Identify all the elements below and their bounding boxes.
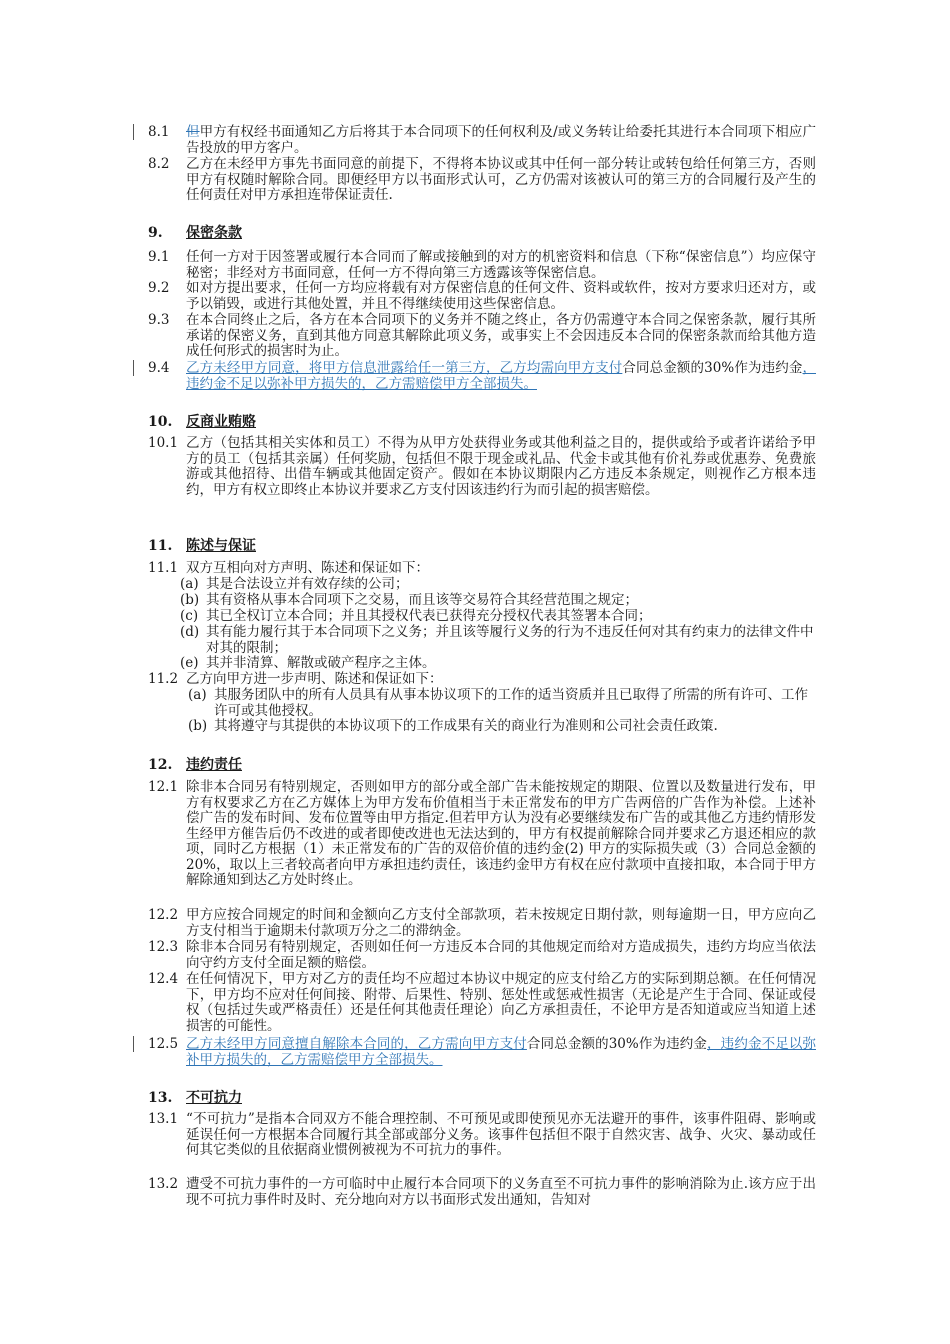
section-title: 反商业贿赂 <box>186 414 256 430</box>
clause-text: 合同总金额的30%作为违约金 <box>622 360 803 376</box>
clause-number: 9.4 <box>148 360 170 376</box>
clause-number: 11.2 <box>148 671 179 687</box>
item-text: 其是合法设立并有效存续的公司； <box>206 576 409 592</box>
clause-number: 12.3 <box>148 939 179 955</box>
clause-text: 除非本合同另有特别规定，否则如甲方的部分或全部广告未能按规定的期限、位置以及数量进行发布，甲方有权要求乙方在乙方媒体上为甲方发布价值相当于未正常发布的甲方广告两倍的广告作为补偿。上述补偿广告的发布时间、发布位置等由甲方指定.但若甲方认为没有必要继续发布广告的或其他乙方违约情形发生经甲方催告后仍不改进的或者即使改进也无法达到的，甲方有权提前解除合同并要求乙方退还相应的款项，同时乙方根据（1）未正常发布的广告的双倍价值的违约金(2) 甲方的实际损失或（3）合同总金额的20%，取以上三者较高者向甲方承担违约责任，该违约金甲方有权在应付款项中直接扣取，本合同于甲方解除通知到达乙方处时终止。 <box>186 779 816 888</box>
section-title: 陈述与保证 <box>186 538 256 554</box>
section-number: 12. <box>148 757 173 773</box>
clause-9-4 <box>148 361 816 392</box>
clause-8-2 <box>148 157 816 204</box>
item-text: 其已全权订立本合同；并且其授权代表已获得充分授权代表其签署本合同； <box>206 608 652 624</box>
section-number: 10. <box>148 414 173 430</box>
clause-text: 在任何情况下，甲方对乙方的责任均不应超过本协议中规定的应支付给乙方的实际到期总额。在任何情况下，甲方均不应对任何间接、附带、后果性、特别、惩处性或惩戒性损害（无论是产生于合同、保证或侵权（包括过失或严格责任）还是任何其他责任理论）向乙方承担责任，不论甲方是否知道或应当知道上述损害的可能性。 <box>186 971 816 1034</box>
clause-number: 9.3 <box>148 312 170 328</box>
clause-number: 8.2 <box>148 156 170 172</box>
clause-9-3 <box>148 313 816 360</box>
section-title: 不可抗力 <box>186 1090 242 1106</box>
clause-8-1 <box>148 125 816 156</box>
clause-text: 如对方提出要求，任何一方均应将载有对方保密信息的任何文件、资料或软件，按对方要求归还对方，或予以销毁，或进行其他处置，并且不得继续使用这些保密信息。 <box>186 280 816 312</box>
clause-number: 11.1 <box>148 560 179 576</box>
clause-text: 合同总金额的30%作为违约金 <box>526 1036 708 1052</box>
item-text: 其有能力履行其于本合同项下之义务；并且该等履行义务的行为不违反任何对其有约束力的法律文件中对其的限制； <box>206 624 814 656</box>
clause-12-1 <box>148 780 816 889</box>
section-title: 保密条款 <box>186 225 242 241</box>
inserted-text: 乙方未经甲方同意擅自解除本合同的，乙方需向甲方支付 <box>186 1036 527 1052</box>
clause-number: 13.1 <box>148 1111 179 1127</box>
clause-number: 12.2 <box>148 907 179 923</box>
clause-13-2 <box>148 1177 816 1208</box>
list-item <box>180 656 816 672</box>
clause-text: 在本合同终止之后，各方在本合同项下的义务并不随之终止，各方仍需遵守本合同之保密条款，履行其所承诺的保密义务，直到其他方同意其解除此项义务，或事实上不会因违反本合同的保密条款而给其他方造成任何形式的损害时为止。 <box>186 312 816 359</box>
clause-text: 除非本合同另有特别规定，否则如任何一方违反本合同的其他规定而给对方造成损失，违约方均应当依法向守约方支付全面足额的赔偿。 <box>186 939 816 971</box>
clause-11-2 <box>148 672 816 688</box>
clause-text: 乙方向甲方进一步声明、陈述和保证如下： <box>186 671 443 687</box>
clause-10-1 <box>148 436 816 498</box>
clause-12-5 <box>148 1037 816 1068</box>
clause-number: 9.1 <box>148 249 170 265</box>
item-label: (b) <box>188 718 208 734</box>
clause-12-3 <box>148 940 816 971</box>
clause-number: 12.1 <box>148 779 179 795</box>
clause-number: 13.2 <box>148 1176 179 1192</box>
section-heading-10 <box>148 411 256 431</box>
clause-9-1 <box>148 250 816 281</box>
clause-text: 任何一方对于因签署或履行本合同而了解或接触到的对方的机密资料和信息（下称“保密信息”）均应保守秘密；非经对方书面同意，任何一方不得向第三方透露该等保密信息。 <box>186 249 816 281</box>
clause-text: 乙方在未经甲方事先书面同意的前提下，不得将本协议或其中任何一部分转让或转包给任何第三方，否则甲方有权随时解除合同。即便经甲方以书面形式认可，乙方仍需对该被认可的第三方的合同履行及产生的任何责任对甲方承担连带保证责任. <box>186 156 816 203</box>
clause-number: 12.5 <box>148 1036 179 1052</box>
item-text: 其并非清算、解散或破产程序之主体。 <box>206 655 436 671</box>
clause-text: 甲方应按合同规定的时间和金额向乙方支付全部款项，若未按规定日期付款，则每逾期一日，甲方应向乙方支付相当于逾期未付款项万分之二的滞纳金。 <box>186 907 816 939</box>
section-heading-13 <box>148 1087 242 1107</box>
list-item <box>180 609 816 625</box>
item-label: (d) <box>180 624 200 640</box>
list-item <box>180 577 816 593</box>
item-label: (a) <box>180 576 199 592</box>
clause-text: 遭受不可抗力事件的一方可临时中止履行本合同项下的义务直至不可抗力事件的影响消除为止.该方应于出现不可抗力事件时及时、充分地向对方以书面形式发出通知，告知对 <box>186 1176 816 1208</box>
section-heading-11 <box>148 535 256 555</box>
list-item <box>188 688 816 719</box>
item-text: 其有资格从事本合同项下之交易，而且该等交易符合其经营范围之规定； <box>206 592 638 608</box>
item-text: 其服务团队中的所有人员具有从事本协议项下的工作的适当资质并且已取得了所需的所有许可、工作许可或其他授权。 <box>214 687 808 719</box>
list-item <box>188 719 816 735</box>
clause-text: 双方互相向对方声明、陈述和保证如下： <box>186 560 429 576</box>
clause-number: 8.1 <box>148 124 170 140</box>
list-item <box>180 593 816 609</box>
list-item <box>180 625 816 656</box>
clause-13-1 <box>148 1112 816 1159</box>
item-label: (e) <box>180 655 199 671</box>
clause-12-2 <box>148 908 816 939</box>
item-label: (c) <box>180 608 199 624</box>
clause-text: “不可抗力”是指本合同双方不能合理控制、不可预见或即使预见亦无法避开的事件，该事件阻碍、影响或延误任何一方根据本合同履行其全部或部分义务。该事件包括但不限于自然灾害、战争、火灾、暴动或任何其它类似的且依据商业惯例被视为不可抗力的事件。 <box>186 1111 816 1158</box>
section-title: 违约责任 <box>186 757 242 773</box>
clause-number: 12.4 <box>148 971 179 987</box>
section-heading-12 <box>148 754 242 774</box>
item-text: 其将遵守与其提供的本协议项下的工作成果有关的商业行为准则和公司社会责任政策. <box>214 718 718 734</box>
clause-number: 10.1 <box>148 435 179 451</box>
inserted-text: ，违约金不足以弥补甲方损失的，乙方需赔偿甲方全部损失。 <box>186 1036 816 1068</box>
clause-11-1 <box>148 561 816 577</box>
clause-number: 9.2 <box>148 280 170 296</box>
deleted-text: 但 <box>186 124 200 140</box>
revision-bar <box>133 124 134 140</box>
item-label: (a) <box>188 687 207 703</box>
section-number: 13. <box>148 1090 173 1106</box>
revision-bar <box>133 1036 134 1052</box>
inserted-text: 乙方未经甲方同意，将甲方信息泄露给任一第三方，乙方均需向甲方支付 <box>186 360 623 376</box>
revision-bar <box>133 360 134 376</box>
clause-9-2 <box>148 281 816 312</box>
clause-text: 甲方有权经书面通知乙方后将其于本合同项下的任何权利及/或义务转让给委托其进行本合同项下相应广告投放的甲方客户。 <box>186 124 816 156</box>
item-label: (b) <box>180 592 200 608</box>
section-number: 9. <box>148 225 163 241</box>
clause-12-4 <box>148 972 816 1034</box>
inserted-text: ，违约金不足以弥补甲方损失的，乙方需赔偿甲方全部损失。 <box>186 360 816 392</box>
clause-text: 乙方（包括其相关实体和员工）不得为从甲方处获得业务或其他利益之目的，提供或给予或者许诺给予甲方的员工（包括其亲属）任何奖励，包括但不限于现金或礼品、代金卡或其他有价礼券或优惠券、免费旅游或其他招待、出借车辆或其他固定资产。假如在本协议期限内乙方违反本条规定，则视作乙方根本违约，甲方有权立即终止本协议并要求乙方支付因该违约行为而引起的损害赔偿。 <box>186 435 816 498</box>
section-heading-9 <box>148 222 242 242</box>
section-number: 11. <box>148 538 173 554</box>
